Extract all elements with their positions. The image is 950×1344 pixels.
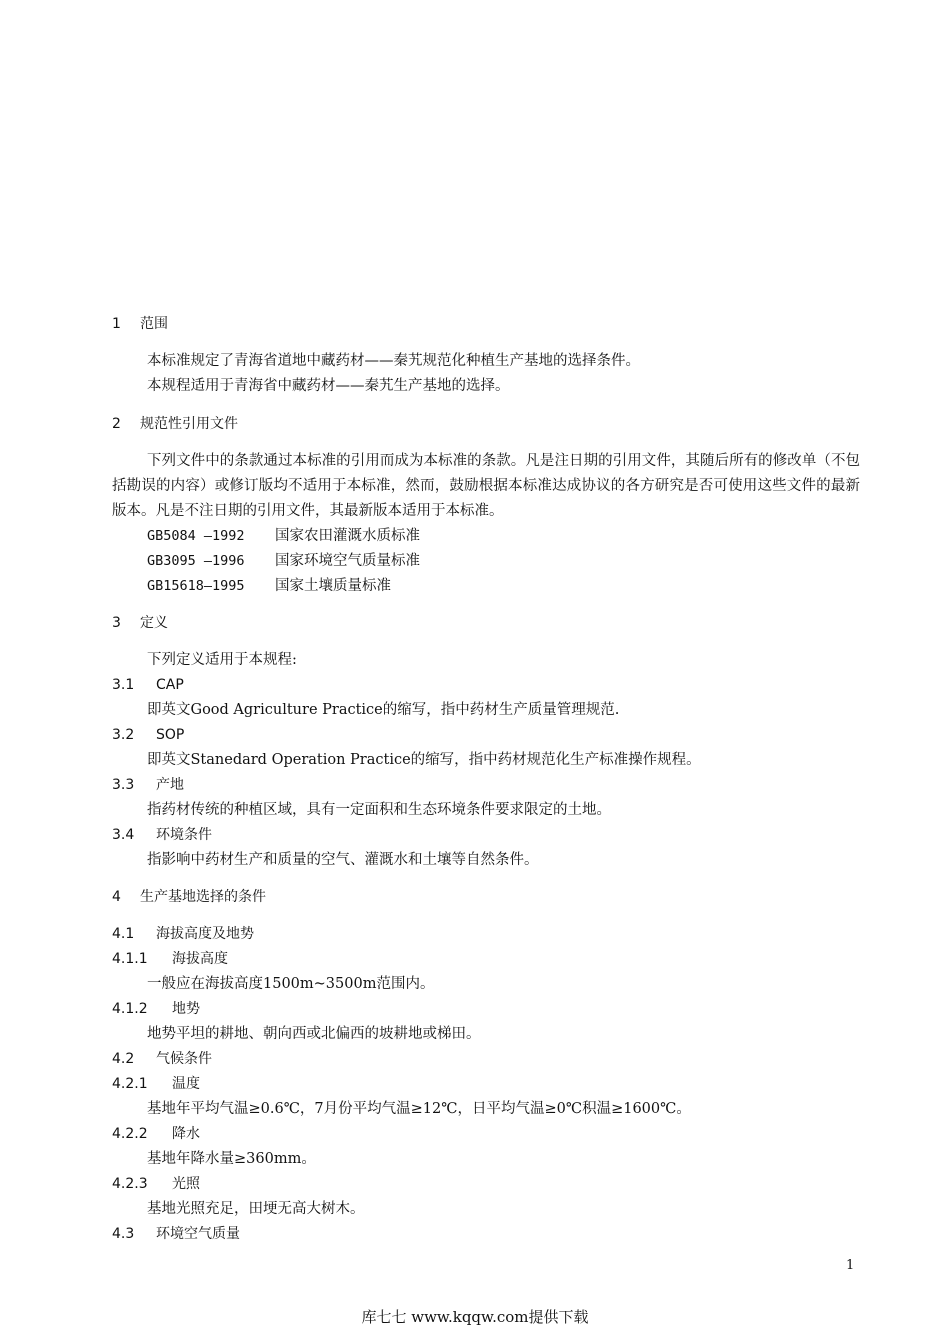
- reference-name: 国家环境空气质量标准: [275, 553, 420, 569]
- section-number: 3: [112, 615, 121, 631]
- section-title: 温度: [172, 1076, 200, 1092]
- section-title: 产地: [156, 777, 184, 793]
- section-title: 生产基地选择的条件: [140, 889, 266, 905]
- section-title: 定义: [140, 615, 168, 631]
- subsection-heading-3-1: [112, 675, 184, 695]
- page-number: 1: [846, 1258, 855, 1273]
- subsection-heading-4-2-3: [112, 1174, 200, 1194]
- subsection-heading-4-2-2: [112, 1124, 200, 1144]
- subsection-heading-4-1-1: [112, 949, 228, 969]
- paragraph: 下列定义适用于本规程:: [147, 652, 297, 668]
- section-title: 范围: [140, 316, 168, 332]
- section-title: 地势: [172, 1001, 200, 1017]
- section-title: SOP: [156, 727, 185, 743]
- section-title: 规范性引用文件: [140, 416, 238, 432]
- normative-references-paragraph: 下列文件中的条款通过本标准的引用而成为本标准的条款。凡是注日期的引用文件，其随后所有的修改单（不包括勘误的内容）或修订版均不适用于本标准，然而，鼓励根据本标准达成协议的各方研究是否可使用这些文件的最新版本。凡是不注日期的引用文件，其最新版本适用于本标准。: [112, 453, 860, 519]
- section-number: 4.2.3: [112, 1176, 148, 1192]
- subsection-heading-4-1: [112, 924, 254, 944]
- subsection-heading-3-2: [112, 725, 184, 745]
- reference-item: [147, 576, 391, 596]
- download-footer: 库七七 www.kqqw.com提供下载: [361, 1308, 589, 1326]
- section-number: 3.4: [112, 827, 135, 843]
- section-heading-2: [112, 414, 238, 434]
- subsection-heading-4-3: [112, 1224, 240, 1244]
- subsection-heading-3-4: [112, 825, 212, 845]
- section-number: 3.1: [112, 677, 135, 693]
- section-number: 4: [112, 889, 121, 905]
- section-title: 气候条件: [156, 1051, 212, 1067]
- section-heading-3: [112, 613, 168, 633]
- section-title: 海拔高度及地势: [156, 926, 254, 942]
- section-number: 3.2: [112, 727, 135, 743]
- reference-item: [147, 551, 420, 571]
- section-title: 环境空气质量: [156, 1226, 240, 1242]
- reference-item: [147, 526, 420, 546]
- section-number: 4.2.2: [112, 1126, 148, 1142]
- reference-name: 国家土壤质量标准: [275, 578, 391, 594]
- section-number: 4.1.1: [112, 951, 148, 967]
- section-title: 光照: [172, 1176, 200, 1192]
- clause-text: 地势平坦的耕地、朝向西或北偏西的坡耕地或梯田。: [147, 1026, 481, 1042]
- section-number: 4.2.1: [112, 1076, 148, 1092]
- definition-text: 指影响中药材生产和质量的空气、灌溉水和土壤等自然条件。: [147, 852, 539, 868]
- section-title: CAP: [156, 677, 184, 693]
- clause-text: 基地年平均气温≥0.6℃，7月份平均气温≥12℃，日平均气温≥0℃积温≥1600℃。: [147, 1101, 691, 1117]
- section-number: 4.1: [112, 926, 135, 942]
- section-number: 2: [112, 416, 121, 432]
- paragraph: 本规程适用于青海省中藏药材——秦艽生产基地的选择。: [147, 378, 510, 394]
- subsection-heading-4-2-1: [112, 1074, 200, 1094]
- definition-text: 指药材传统的种植区域，具有一定面积和生态环境条件要求限定的土地。: [147, 802, 611, 818]
- definition-text: 即英文Stanedard Operation Practice的缩写，指中药材规范化生产标准操作规程。: [147, 752, 701, 768]
- clause-text: 基地年降水量≥360mm。: [147, 1151, 316, 1167]
- section-number: 4.2: [112, 1051, 135, 1067]
- paragraph: 本标准规定了青海省道地中藏药材——秦艽规范化种植生产基地的选择条件。: [147, 353, 640, 369]
- subsection-heading-4-1-2: [112, 999, 200, 1019]
- section-number: 3.3: [112, 777, 135, 793]
- section-title: 环境条件: [156, 827, 212, 843]
- subsection-heading-3-3: [112, 775, 184, 795]
- section-heading-1: [112, 314, 168, 334]
- reference-code: GB3095 —1996: [147, 553, 245, 569]
- reference-code: GB5084 —1992: [147, 528, 245, 544]
- subsection-heading-4-2: [112, 1049, 212, 1069]
- reference-code: GB15618—1995: [147, 578, 245, 594]
- section-number: 4.1.2: [112, 1001, 148, 1017]
- clause-text: 基地光照充足，田埂无高大树木。: [147, 1201, 365, 1217]
- reference-name: 国家农田灌溉水质标准: [275, 528, 420, 544]
- section-title: 海拔高度: [172, 951, 228, 967]
- section-number: 1: [112, 316, 121, 332]
- section-number: 4.3: [112, 1226, 135, 1242]
- section-heading-4: [112, 887, 266, 907]
- clause-text: 一般应在海拔高度1500m~3500m范围内。: [147, 976, 435, 992]
- definition-text: 即英文Good Agriculture Practice的缩写，指中药材生产质量管理规范.: [147, 702, 620, 718]
- section-title: 降水: [172, 1126, 200, 1142]
